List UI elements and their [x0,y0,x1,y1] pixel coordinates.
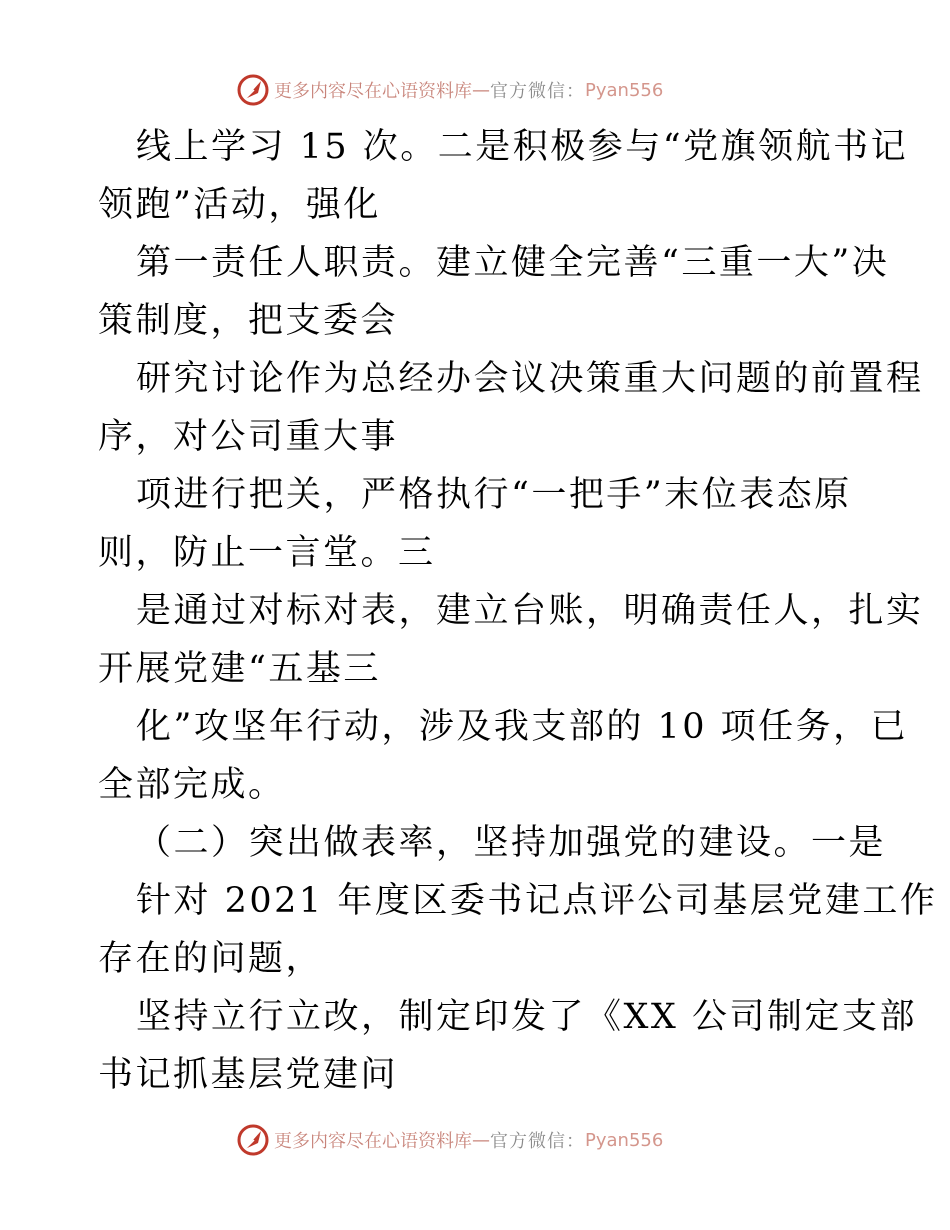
paragraph-line: 化”攻坚年行动，涉及我支部的 10 项任务，已 [136,707,909,747]
watermark-id: Pyan556 [585,1129,664,1151]
paragraph-line: 线上学习 15 次。二是积极参与“党旗领航书记 [136,127,909,167]
watermark-dash: — [472,79,490,101]
paragraph-line: 是通过对标对表，建立台账，明确责任人，扎实 [136,591,924,631]
paragraph-line: 存在的问题， [98,939,324,979]
paragraph-line: 策制度，把支委会 [98,301,399,341]
paragraph-line: 领跑”活动，强化 [98,185,381,225]
watermark-main-text: 更多内容尽在心语资料库 [274,1131,472,1152]
watermark-sub-text: 官方微信： [490,1131,585,1152]
paragraph-line: 坚持立行立改，制定印发了《XX 公司制定支部 [136,997,917,1037]
watermark-sub-text: 官方微信： [490,81,585,102]
watermark-footer [236,1122,663,1158]
paragraph-line: 书记抓基层党建问 [98,1055,399,1095]
watermark-dash: — [472,1129,490,1151]
paragraph-line: 项进行把关，严格执行“一把手”末位表态原 [136,475,852,515]
paragraph-line: 全部完成。 [98,765,286,805]
watermark-main-text: 更多内容尽在心语资料库 [274,81,472,102]
section-heading-line: （二）突出做表率，坚持加强党的建设。一是 [136,823,887,863]
paragraph-line: 开展党建“五基三 [98,649,381,689]
paragraph-line: 第一责任人职责。建立健全完善“三重一大”决 [136,243,890,283]
paragraph-line: 序，对公司重大事 [98,417,399,457]
feather-logo-icon [236,73,270,107]
paragraph-line: 则，防止一言堂。三 [98,533,436,573]
document-body [98,118,938,1104]
paragraph-line: 研究讨论作为总经办会议决策重大问题的前置程 [136,359,924,399]
watermark-id: Pyan556 [585,79,664,101]
watermark-header [236,72,663,108]
feather-logo-icon [236,1123,270,1157]
paragraph-line: 针对 2021 年度区委书记点评公司基层党建工作 [136,881,938,921]
